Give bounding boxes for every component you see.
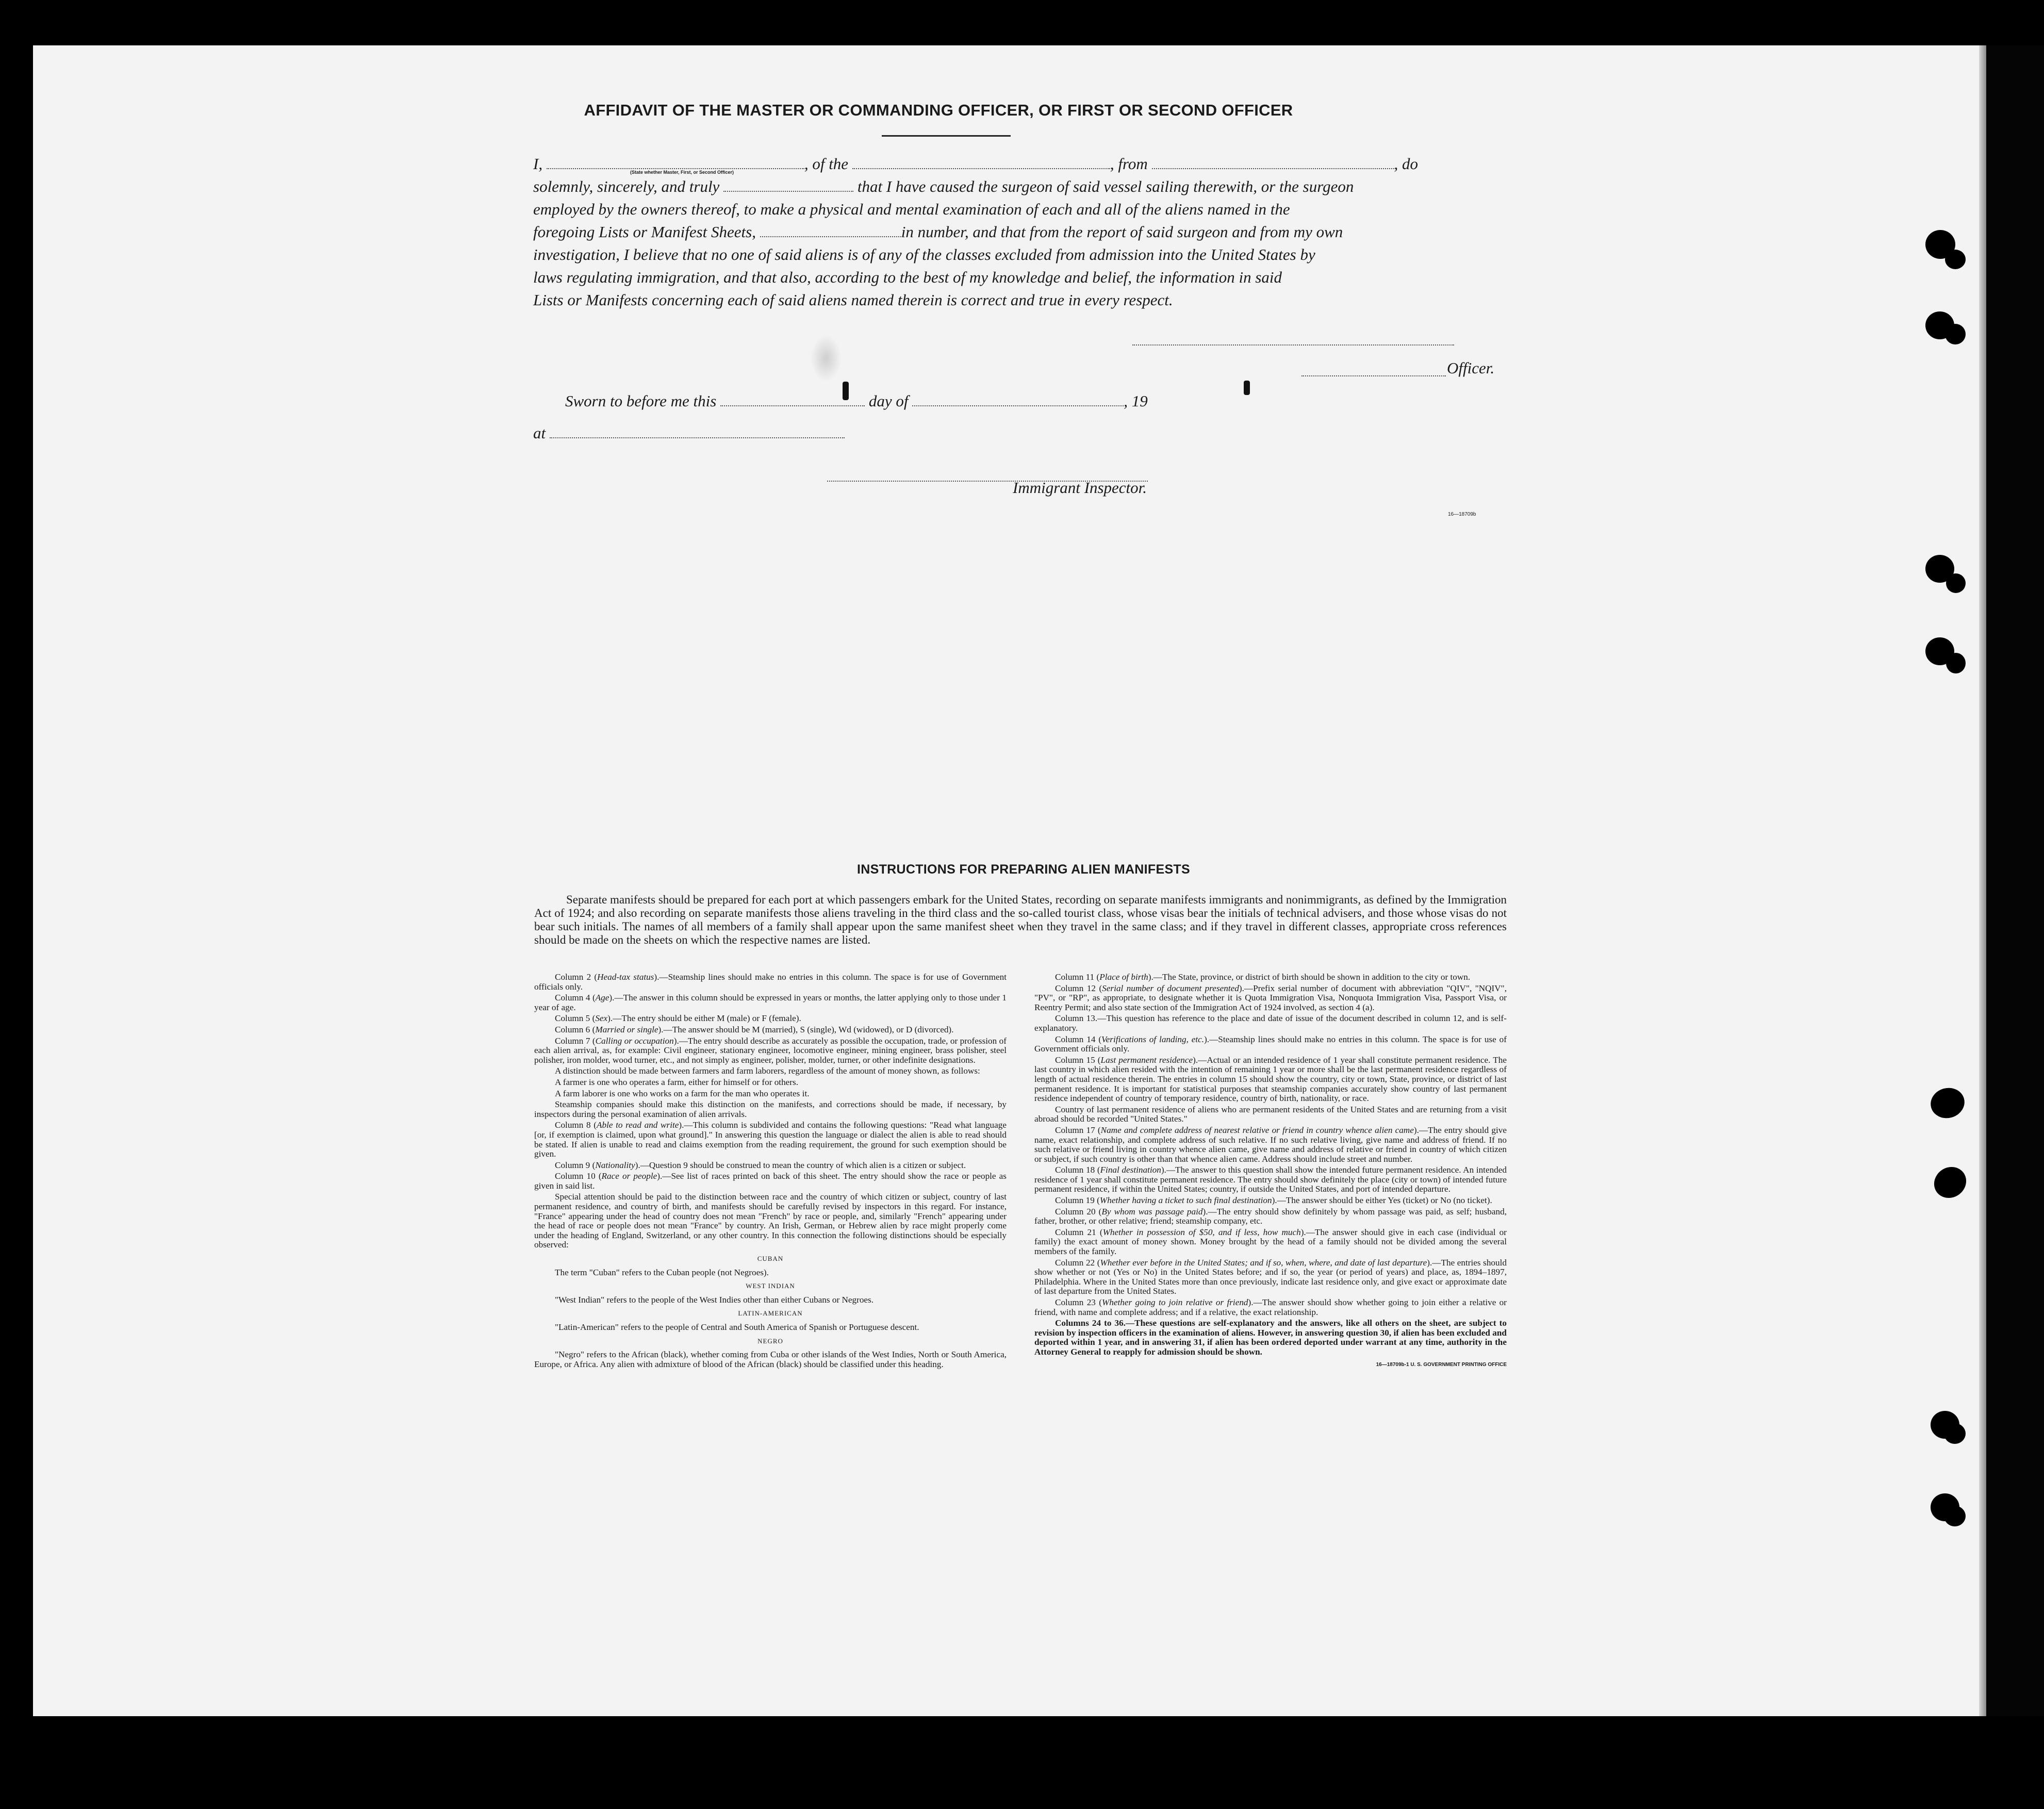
column-17-instruction: Column 17 (Name and complete address of nearest relative or friend in country whence alien came).—The entry should give name, exact relationship, and complete address of such relative. If no such relative living, give name and address of friend. If no such relative or friend living in country whence alien came, give name and address of relative or friend in country of which citizen or subject, if such country is other than that whence alien came. Address should include street and number. xyxy=(1034,1125,1507,1164)
race-country-note: Special attention should be paid to the distinction between race and the country of which citizen or subject, country of last permanent residence, and country of birth, and manifests should be carefully revised by inspectors in this regard. For instance, "France" appearing under the head of country does not mean "French" by race or people, and, similarly "French" appearing under the head of race or people does not mean "France" by country. An Irish, German, or Hebrew alien by race might properly come under the heading of England, Switzerland, or any other country. In this connection the following distinctions should be especially observed: xyxy=(534,1192,1007,1250)
farmer-definition: A farmer is one who operates a farm, either for himself or for others. xyxy=(555,1077,799,1087)
of-the-label: , of the xyxy=(804,155,849,173)
affidavit-line-6: laws regulating immigration, and that also, according to the best of my knowledge and belief, the information in said xyxy=(533,268,1282,286)
pronoun-i: I, xyxy=(533,155,543,173)
column-5-instruction: Column 5 (Sex).—The entry should be either M (male) or F (female). xyxy=(555,1013,801,1024)
column-2-instruction: Column 2 (Head-tax status).—Steamship lines should make no entries in this column. The space is for use of Government officials only. xyxy=(534,972,1007,992)
negro-heading: NEGRO xyxy=(757,1337,783,1345)
text: Sworn to before me this xyxy=(565,392,717,410)
affidavit-line-2 xyxy=(533,175,1508,198)
negro-definition: "Negro" refers to the African (black), whether coming from Cuba or other islands of the West Indies, North or South America, Europe, or Africa. Any alien with admixture of blood of the African (black) should be classified under this heading. xyxy=(534,1350,1007,1369)
punch-hole xyxy=(1946,653,1966,673)
column-11-instruction: Column 11 (Place of birth).—The State, province, or district of birth should be shown in addition to the city or town. xyxy=(1055,972,1471,982)
column-13-instruction: Column 13.—This question has reference to the place and date of issue of the document described in column 12, and is self-explanatory. xyxy=(1034,1013,1507,1033)
text: , 19 xyxy=(1124,392,1148,410)
paper-smudge xyxy=(811,335,842,382)
instructions-right-column xyxy=(1034,973,1507,1371)
west-indian-definition: "West Indian" refers to the people of the West Indies other than either Cubans or Negroes. xyxy=(555,1294,874,1305)
vessel-name-field[interactable] xyxy=(852,155,1110,169)
inspector-label: Immigrant Inspector. xyxy=(1013,479,1147,497)
column-10-instruction: Column 10 (Race or people).—See list of races printed on back of this sheet. The entry should show the race or people as given in said list. xyxy=(534,1171,1007,1191)
punch-hole xyxy=(1944,1506,1966,1526)
affidavit-title: AFFIDAVIT OF THE MASTER OR COMMANDING OFFICER, OR FIRST OR SECOND OFFICER xyxy=(584,101,1293,119)
columns-24-36-instruction: Columns 24 to 36.—These questions are self-explanatory and the answers, like all others on the sheet, are subject to revision by inspection officers in the examination of aliens. However, in answering question 30, if alien has been excluded and deported within 1 year, and in answering 31, if alien has been ordered deported under warrant at any time, authority in the Attorney General to reapply for admission should be shown. xyxy=(1034,1318,1507,1357)
cuban-definition: The term "Cuban" refers to the Cuban people (not Negroes). xyxy=(555,1267,769,1277)
officer-signature-line[interactable] xyxy=(1132,344,1454,346)
officer-label: Officer. xyxy=(1447,359,1495,377)
column-9-instruction: Column 9 (Nationality).—Question 9 should be construed to mean the country of which alien is a citizen or subject. xyxy=(555,1160,966,1170)
text: in number, and that from the report of said surgeon and from my own xyxy=(901,223,1343,241)
officer-rank-field[interactable] xyxy=(547,155,804,169)
sheet-count-field[interactable] xyxy=(760,223,901,237)
text: at xyxy=(533,424,546,442)
printer-imprint: 16—18709b-1 U. S. GOVERNMENT PRINTING OFFICE xyxy=(1376,1361,1507,1368)
do-label: , do xyxy=(1394,155,1418,173)
punch-hole xyxy=(1945,324,1966,344)
scan-border-right xyxy=(1986,45,2044,1716)
latin-american-heading: LATIN-AMERICAN xyxy=(738,1309,803,1318)
west-indian-heading: WEST INDIAN xyxy=(746,1282,795,1290)
column-22-instruction: Column 22 (Whether ever before in the United States; and if so, when, where, and date of last departure).—The entries should show whether or not (Yes or No) in the United States before; and if so, the year (or period of years) and place, as, 1894–1897, Philadelphia. Where in the United States more than once previously, indicate last residence only, and give exact or approximate date of last departure from the United States. xyxy=(1034,1257,1507,1296)
place-field[interactable] xyxy=(550,424,845,438)
sworn-day-field[interactable] xyxy=(720,392,865,406)
column-4-instruction: Column 4 (Age).—The answer in this column should be expressed in years or months, the latter applying only to those under 1 year of age. xyxy=(534,993,1007,1012)
instructions-intro: Separate manifests should be prepared for each port at which passengers embark for the United States, recording on separate manifests immigrants and nonimmigrants, as defined by the Immigration Act of 1924; and also recording on separate manifests those aliens traveling in the third class and the so-called tourist class, whose visas bear the initials of technical advisers, and those whose visas do not bear such initials. The names of all members of a family shall appear upon the same manifest sheet when they travel in the same class; and if they travel in different classes, appropriate cross references should be made on the sheets on which the respective names are listed. xyxy=(534,893,1507,946)
column-15-instruction: Column 15 (Last permanent residence).—Actual or an intended residence of 1 year shall constitute permanent residence. The last country in which alien resided with the intention of remaining 1 year or more shall be the last permanent residence regardless of length of actual residence therein. The entries in column 15 should show the country, city or town, State, province, or district of last permanent residence. It is important for statistical purposes that steamship companies accurately show country of last permanent residence independent of country of temporary residence, country of birth, nationality, or race. xyxy=(1034,1055,1507,1104)
column-19-instruction: Column 19 (Whether having a ticket to such final destination).—The answer should be either Yes (ticket) or No (no ticket). xyxy=(1055,1195,1492,1206)
sworn-month-field[interactable] xyxy=(912,392,1124,406)
officer-title-line[interactable] xyxy=(1301,375,1446,376)
steamship-note: Steamship companies should make this distinction on the manifests, and corrections should be made, if necessary, by inspectors during the personal examination of alien arrivals. xyxy=(534,1099,1007,1119)
affidavit-line-7: Lists or Manifests concerning each of said aliens named therein is correct and true in every respect. xyxy=(533,291,1173,309)
instructions-left-column xyxy=(534,973,1007,1371)
rank-field-note: (State whether Master, First, or Second Officer) xyxy=(630,170,734,175)
farmer-distinction: A distinction should be made between farmers and farm laborers, regardless of the amount of money shown, as follows: xyxy=(555,1066,980,1076)
column-8-instruction: Column 8 (Able to read and write).—This column is subdivided and contains the following questions: "Read what language [or, if exemption is claimed, upon what ground]." In answering this question the language or dialect the alien is able to read should be stated. If alien is unable to read and claims exemption from the reading requirement, the ground for such exemption should be given. xyxy=(534,1120,1007,1159)
column-7-instruction: Column 7 (Calling or occupation).—The entry should describe as accurately as possible the occupation, trade, or profession of each alien arrival, as, for example: Civil engineer, stationary engineer, locomotive engineer, mining engineer, brass polisher, steel polisher, iron molder, wood turner, etc., and not simply as engineer, polisher, molder, turner, or other indefinite designations. xyxy=(534,1035,1007,1065)
latin-american-definition: "Latin-American" refers to the people of Central and South America of Spanish or Portuguese descent. xyxy=(555,1322,919,1332)
text: solemnly, sincerely, and truly xyxy=(533,177,720,195)
title-rule xyxy=(882,135,1011,137)
punch-hole xyxy=(1945,250,1966,269)
text: that I have caused the surgeon of said vessel sailing therewith, or the surgeon xyxy=(857,177,1354,195)
punch-hole xyxy=(1944,1423,1966,1444)
sworn-line xyxy=(565,390,1540,413)
port-field[interactable] xyxy=(1152,155,1394,169)
text: foregoing Lists or Manifest Sheets, xyxy=(533,223,756,241)
printer-imprint-row xyxy=(1034,1359,1507,1370)
text: day of xyxy=(868,392,909,410)
column-23-instruction: Column 23 (Whether going to join relative or friend).—The answer should show whether going to join either a relative or friend, with name and complete address; and if a relative, the exact relationship. xyxy=(1034,1297,1507,1317)
page-edge-shadow xyxy=(1979,45,1986,1716)
from-label: , from xyxy=(1110,155,1148,173)
column-6-instruction: Column 6 (Married or single).—The answer should be M (married), S (single), Wd (widowed), or D (divorced). xyxy=(555,1024,954,1034)
column-14-instruction: Column 14 (Verifications of landing, etc.).—Steamship lines should make no entries in this column. The space is for use of Government officials only. xyxy=(1034,1034,1507,1054)
form-number: 16—18709b xyxy=(1448,512,1476,517)
cuban-heading: CUBAN xyxy=(757,1255,784,1263)
column-18-instruction: Column 18 (Final destination).—The answer to this question shall show the intended future permanent residence. An intended residence of 1 year shall constitute permanent residence. The entry should show definitely the place (city or town) of intended future permanent residence, if within the United States; country, if outside the United States, and port of intended departure. xyxy=(1034,1165,1507,1194)
affidavit-line-5: investigation, I believe that no one of said aliens is of any of the classes excluded from admission into the United States by xyxy=(533,245,1315,264)
oath-field[interactable] xyxy=(723,177,853,192)
affidavit-line-4 xyxy=(533,221,1508,243)
affidavit-line-3: employed by the owners thereof, to make a physical and mental examination of each and all of the aliens named in the xyxy=(533,200,1290,218)
at-line xyxy=(533,422,1508,445)
punch-hole xyxy=(1946,573,1966,593)
farm-laborer-definition: A farm laborer is one who works on a farm for the man who operates it. xyxy=(555,1088,810,1098)
column-20-instruction: Column 20 (By whom was passage paid).—The entry should show definitely by whom passage was paid, as self; husband, father, brother, or other relative; friend; steamship company, etc. xyxy=(1034,1206,1507,1226)
column-21-instruction: Column 21 (Whether in possession of $50, and if less, how much).—The answer should give in each case (individual or family) the exact amount of money shown. Money brought by the head of a family should not be divided among the several members of the family. xyxy=(1034,1227,1507,1257)
instructions-title: INSTRUCTIONS FOR PREPARING ALIEN MANIFESTS xyxy=(857,862,1190,877)
column-12-instruction: Column 12 (Serial number of document presented).—Prefix serial number of document with abbreviation "QIV", "NQIV", "PV", or "RP", as appropriate, to designate whether it is Quota Immigration Visa, Nonquota Immigration Visa, Passport Visa, or Reentry Permit; and also state section of the Immigration Act of 1924 involved, as section 4 (a). xyxy=(1034,983,1507,1012)
last-residence-note: Country of last permanent residence of aliens who are permanent residents of the United States and are returning from a visit abroad should be recorded "United States." xyxy=(1034,1104,1507,1124)
